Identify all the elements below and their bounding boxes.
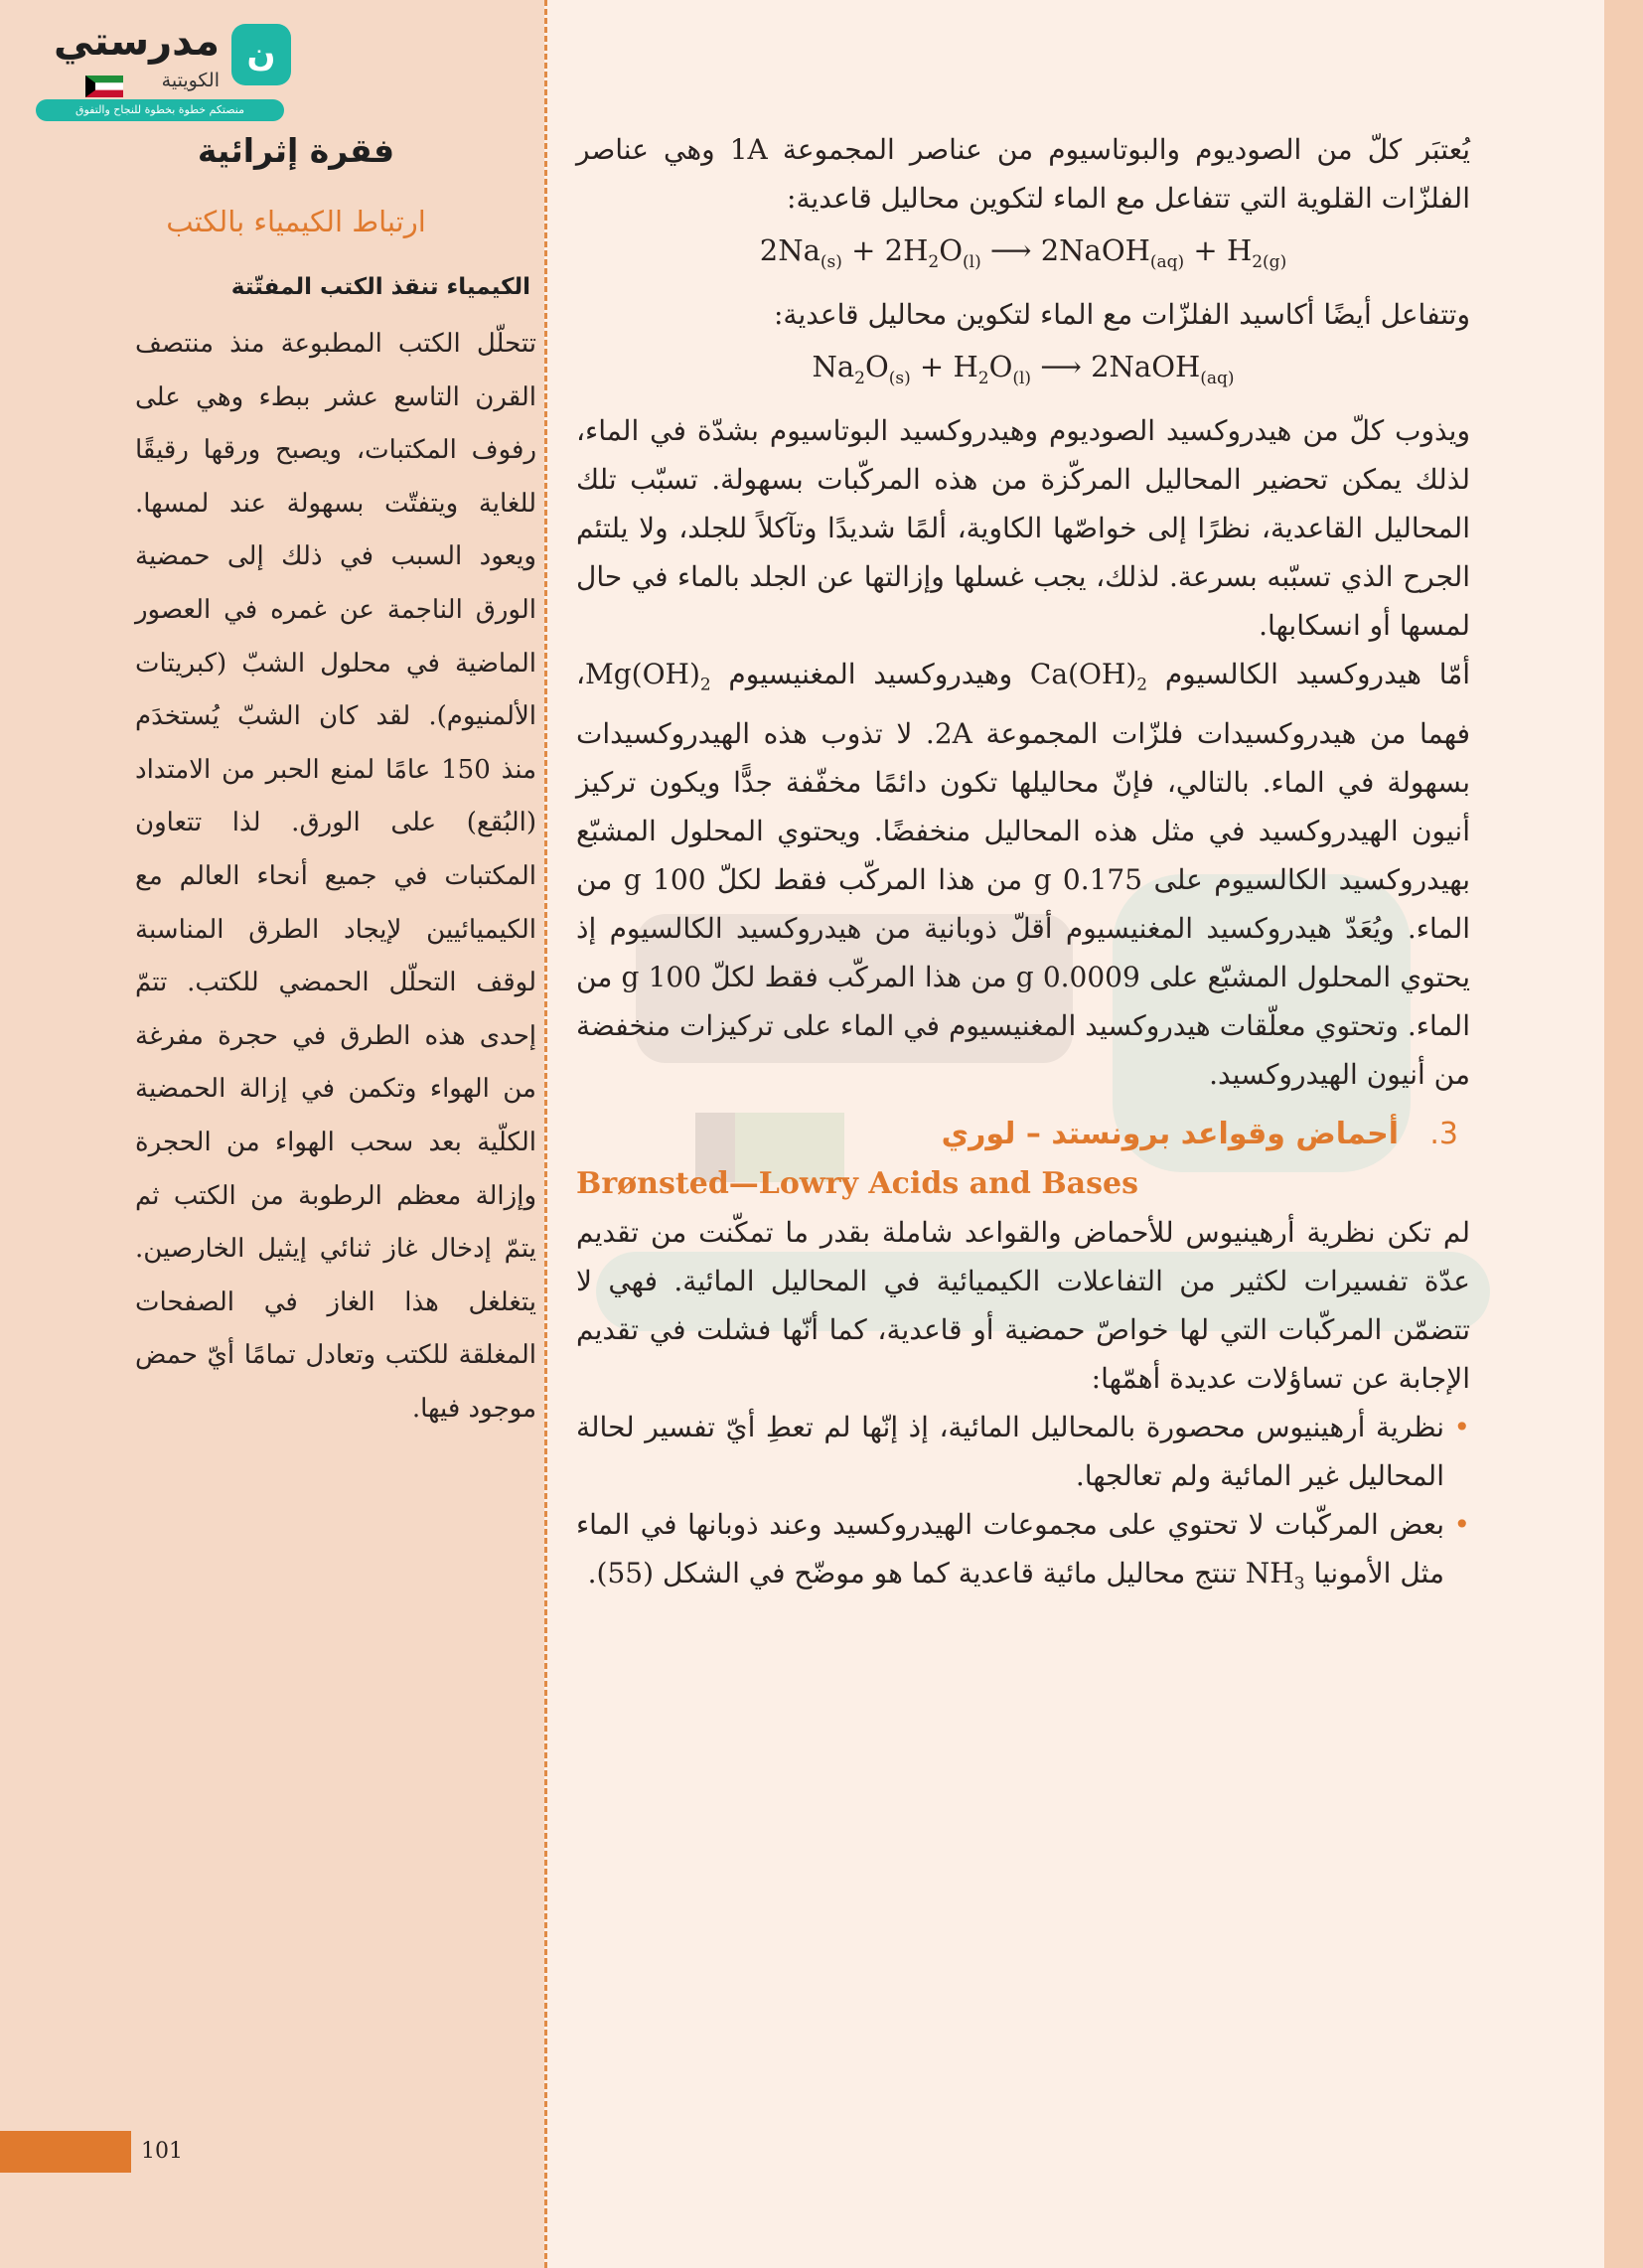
page-number-tab [0,2131,131,2173]
logo [36,18,294,121]
page-edge-strip [1604,0,1643,2268]
formula-magnesium-hydroxide: $Mg(OH)_2$ [585,657,711,695]
section-title-text: أحماض وقواعد برونستد – لوري [941,1117,1400,1152]
logo-badge-icon [231,24,291,85]
equation-sodium-water: $2Na_{(s)} + 2H_2O_{(l)}$ ⟶ 2NaOH$_{(aq)}$ + $H_{2(g)}$ [759,233,1287,272]
sidebar-heading: الكيمياء تنقذ الكتب المفتّتة [230,274,530,300]
sidebar-subtitle: ارتباط الكيمياء بالكتب [166,205,426,238]
paragraph-5: لم تكن نظرية أرهينيوس للأحماض والقواعد شاملة بقدر ما تمكّنت من تقديم عدّة تفسيرات لكثير من التفاعلات الكيميائية في المحاليل المائية. فهي لا تتضمّن المركّبات التي لها خواصّ حمضية أو قاعدية، كما أنّها فشلت في تقديم الإجابة عن تساؤلات عديدة أهمّها: [576,1216,1471,1396]
bullet-dot-icon: • [1453,1508,1470,1542]
sidebar-title: فقرة إثرائية [197,131,395,170]
logo-title: مدرستي [53,19,220,65]
column-divider [544,0,547,2268]
formula-ammonia: $NH_3$ [1245,1557,1305,1594]
bullet-item-2 [576,1500,1470,1609]
section-title-english: Brønsted—Lowry Acids and Bases [576,1166,1138,1202]
logo-tagline: منصتكم خطوة بخطوة للنجاح والتفوق [36,99,284,121]
formula-calcium-hydroxide: $Ca(OH)_2$ [1029,657,1148,695]
logo-badge-letter: ن [246,35,276,75]
paragraph-4-part-b: وهيدروكسيد المغنيسيوم [728,657,1013,690]
paragraph-1: يُعتبَر كلّ من الصوديوم والبوتاسيوم من عناصر المجموعة 1A وهي عناصر الفلزّات القلوية التي تتفاعل مع الماء لتكوين محاليل قاعدية: [576,133,1470,215]
bullet-1-text: نظرية أرهينيوس محصورة بالمحاليل المائية، إذ إنّها لم تعطِ أيّ تفسير لحالة المحاليل غير المائية ولم تعالجها. [576,1411,1444,1493]
paragraph-4-part-a: أمّا هيدروكسيد الكالسيوم [1164,657,1471,690]
paragraph-4-part-c: ، فهما من هيدروكسيدات فلزّات المجموعة 2A. لا تذوب هذه الهيدروكسيدات بسهولة في الماء. بالتالي، فإنّ محاليلها تكون دائمًا مخفّفة جدًّا ويكون تركيز أنيون الهيدروكسيد في مثل هذه المحاليل منخفضًا. ويحتوي المحلول المشبّع بهيدروكسيد الكالسيوم على 0.175 g من هذا المركّب فقط لكلّ 100 g من الماء. ويُعَدّ هيدروكسيد المغنيسيوم أقلّ ذوبانية من هيدروكسيد الكالسيوم إذ يحتوي المحلول المشبّع على 0.0009 g من هذا المركّب فقط لكلّ 100 g من الماء. وتحتوي معلّقات هيدروكسيد المغنيسيوم في الماء على تركيزات منخفضة من أنيون الهيدروكسيد. [576,657,1470,1092]
page-number: 101 [131,2126,193,2178]
bullet-2-text-b: تنتج محاليل مائية قاعدية كما هو موضّح في الشكل (55). [587,1557,1237,1590]
logo-subtitle: الكويتية [161,70,220,91]
bullet-dot-icon: • [1453,1411,1470,1444]
bullet-item-1 [576,1403,1470,1500]
kuwait-flag-icon [85,76,123,97]
bullet-2-text-a: بعض المركّبات لا تحتوي على مجموعات الهيدروكسيد وعند ذوبانها في الماء مثل الأمونيا [576,1508,1444,1590]
paragraph-3: ويذوب كلّ من هيدروكسيد الصوديوم وهيدروكسيد البوتاسيوم بشدّة في الماء، لذلك يمكن تحضير المحاليل المركّزة من هذه المركّبات بسهولة. تسبّب تلك المحاليل القاعدية، نظرًا إلى خواصّها الكاوية، ألمًا شديدًا وتآكلاً للجلد، ولا يلتئم الجرح الذي تسبّبه بسرعة. لذلك، يجب غسلها وإزالتها عن الجلد بالماء في حال لمسها أو انسكابها. [576,413,1471,642]
main-content [576,125,1470,1609]
equation-sodium-oxide-water: $Na_2O_{(s)} + H_2O_{(l)}$ ⟶ 2NaOH$_{(aq)}$ [812,349,1235,388]
section-number: 3. [1429,1117,1458,1152]
paragraph-2: وتتفاعل أيضًا أكاسيد الفلزّات مع الماء لتكوين محاليل قاعدية: [774,297,1470,331]
section-title-arabic [576,1109,1470,1160]
paragraph-4 [576,650,1470,1100]
sidebar-body-text: تتحلّل الكتب المطبوعة منذ منتصف القرن التاسع عشر ببطء وهي على رفوف المكتبات، ويصبح ورقها رقيقًا للغاية ويتفتّت بسهولة عند لمسها. ويعود السبب في ذلك إلى حمضية الورق الناجمة عن غمره في العصور الماضية في محلول الشبّ (كبريتات الألمنيوم). لقد كان الشبّ يُستخدَم منذ 150 عامًا لمنع الحبر من الامتداد (البُقع) على الورق. لذا تتعاون المكتبات في جميع أنحاء العالم مع الكيميائيين لإيجاد الطرق المناسبة لوقف التحلّل الحمضي للكتب. تتمّ إحدى هذه الطرق في حجرة مفرغة من الهواء وتكمن في إزالة الحمضية الكلّية بعد سحب الهواء من الحجرة وإزالة معظم الرطوبة من الكتب ثم يتمّ إدخال غاز ثنائي إيثيل الخارصين. يتغلغل هذا الغاز في الصفحات المغلقة للكتب وتعادل تمامًا أيّ حمض موجود فيها. [135,329,537,1424]
